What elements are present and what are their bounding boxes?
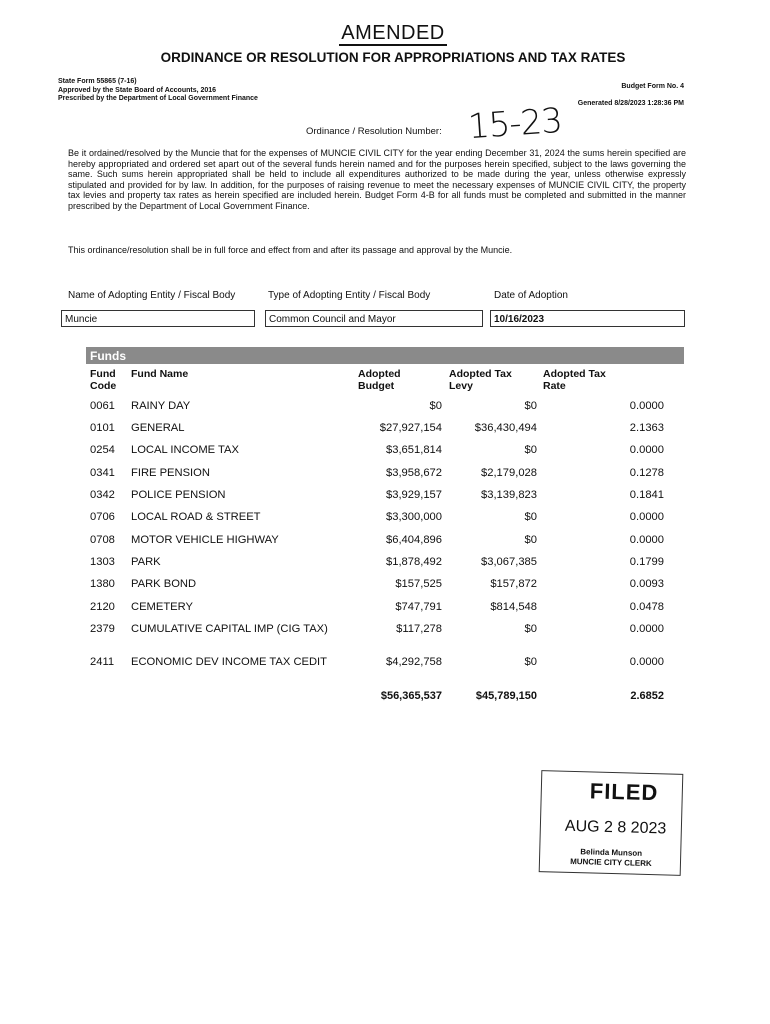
filed-stamp-title: FILED bbox=[589, 778, 659, 806]
table-row: 2411 ECONOMIC DEV INCOME TAX CEDIT $4,292,758 $0 0.0000 bbox=[90, 656, 664, 668]
col-header-adopted-rate: Adopted Tax Rate bbox=[543, 368, 606, 392]
table-row: 0101 GENERAL $27,927,154 $36,430,494 2.1363 bbox=[90, 422, 664, 434]
generated-timestamp: Generated 8/28/2023 1:28:36 PM bbox=[577, 100, 684, 107]
table-row: 0061 RAINY DAY $0 $0 0.0000 bbox=[90, 400, 664, 412]
effect-paragraph: This ordinance/resolution shall be in full force and effect from and after its passage and approval by the Muncie. bbox=[68, 245, 513, 255]
filed-stamp-date: AUG 2 8 2023 bbox=[564, 817, 667, 838]
entity-type-field: Common Council and Mayor bbox=[265, 310, 483, 327]
form-meta-left bbox=[58, 78, 258, 104]
budget-form-number: Budget Form No. 4 bbox=[621, 83, 684, 90]
ordinance-paragraph: Be it ordained/resolved by the Muncie that for the expenses of MUNCIE CIVIL CITY for the year ending December 31, 2024 the sums herein specified are hereby appropriated and ordered set apart out of the several funds herein named and for the purposes herein specified, subject to the laws governing the same. Such sums herein appropriated shall be held to include all expenditures authorized to be made during the year, unless otherwise expressly stipulated and provided for by law. In addition, for the purposes of raising revenue to meet the necessary expenses of MUNCIE CIVIL CITY, the property tax levies and property tax rates as herein specified are included herein. Budget Form 4-B for all funds must be completed and submitted in the manner prescribed by the Department of Local Government Finance. bbox=[68, 148, 686, 211]
funds-section-header: Funds bbox=[86, 347, 684, 364]
filed-stamp bbox=[539, 770, 684, 876]
table-row: 1303 PARK $1,878,492 $3,067,385 0.1799 bbox=[90, 556, 664, 568]
table-row: 0708 MOTOR VEHICLE HIGHWAY $6,404,896 $0 0.0000 bbox=[90, 534, 664, 546]
table-row: 0706 LOCAL ROAD & STREET $3,300,000 $0 0.0000 bbox=[90, 511, 664, 523]
total-rate: 2.6852 bbox=[630, 690, 664, 702]
entity-name-field: Muncie bbox=[61, 310, 255, 327]
entity-name-label: Name of Adopting Entity / Fiscal Body bbox=[68, 290, 236, 301]
col-header-fund-name: Fund Name bbox=[131, 368, 189, 380]
table-row: 0341 FIRE PENSION $3,958,672 $2,179,028 0.1278 bbox=[90, 467, 664, 479]
entity-type-label: Type of Adopting Entity / Fiscal Body bbox=[268, 290, 431, 301]
amended-heading: AMENDED bbox=[341, 22, 445, 44]
total-levy: $45,789,150 bbox=[475, 690, 537, 702]
approved-by: Approved by the State Board of Accounts, 2016 bbox=[58, 86, 217, 94]
ordinance-number-label: Ordinance / Resolution Number: bbox=[306, 126, 442, 137]
col-header-adopted-levy: Adopted Tax Levy bbox=[449, 368, 512, 392]
adoption-date-field: 10/16/2023 bbox=[490, 310, 685, 327]
adoption-date-label: Date of Adoption bbox=[494, 290, 568, 301]
table-row: 2379 CUMULATIVE CAPITAL IMP (CIG TAX) $117,278 $0 0.0000 bbox=[90, 623, 664, 635]
form-meta-right bbox=[578, 78, 684, 112]
col-header-fund-code: Fund Code bbox=[90, 368, 117, 392]
prescribed-by: Prescribed by the Department of Local Government Finance bbox=[58, 95, 258, 102]
table-row: 0342 POLICE PENSION $3,929,157 $3,139,823 0.1841 bbox=[90, 489, 664, 501]
state-form-number: State Form 55865 (7-16) bbox=[58, 78, 137, 85]
table-row: 1380 PARK BOND $157,525 $157,872 0.0093 bbox=[90, 578, 664, 590]
ordinance-number-handwritten: 15-23 bbox=[466, 100, 564, 148]
filed-stamp-clerk: Belinda Munson MUNCIE CITY CLERK bbox=[570, 847, 652, 869]
document-title: ORDINANCE OR RESOLUTION FOR APPROPRIATIONS AND TAX RATES bbox=[160, 50, 626, 65]
table-row: 0254 LOCAL INCOME TAX $3,651,814 $0 0.0000 bbox=[90, 444, 664, 456]
total-budget: $56,365,537 bbox=[380, 690, 442, 702]
totals-row bbox=[0, 690, 770, 712]
table-row: 2120 CEMETERY $747,791 $814,548 0.0478 bbox=[90, 601, 664, 613]
col-header-adopted-budget: Adopted Budget bbox=[358, 368, 401, 392]
